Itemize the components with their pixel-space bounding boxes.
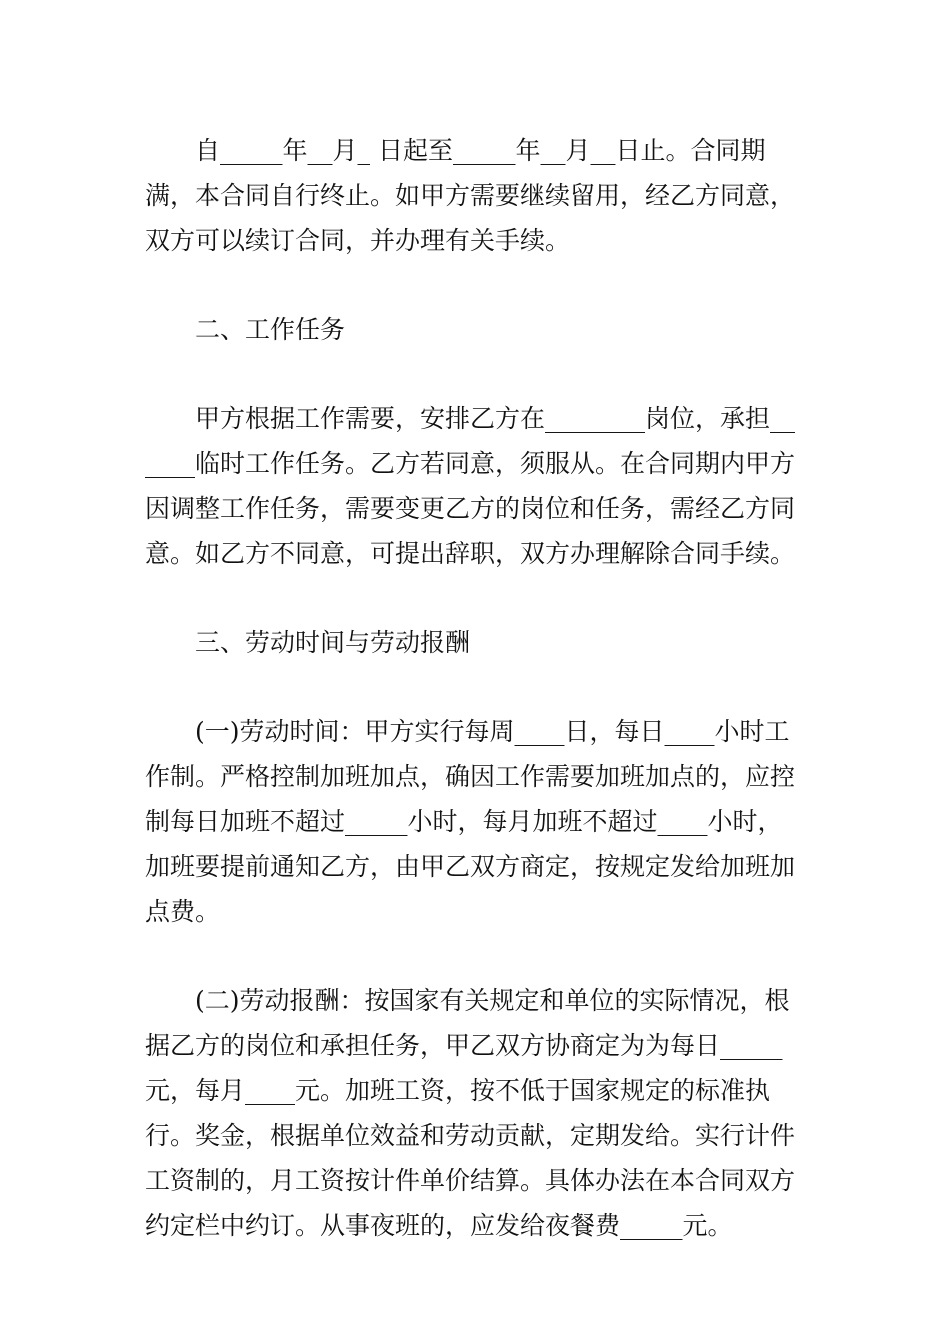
section-heading-working-hours-pay: 三、劳动时间与劳动报酬 (195, 628, 471, 657)
contract-term-paragraph: 自_____年__月_ 日起至_____年__月__日止。合同期满，本合同自行终止。如甲方需要继续留用，经乙方同意，双方可以续订合同，并办理有关手续。 (145, 136, 796, 255)
working-hours-paragraph: (一)劳动时间：甲方实行每周____日，每日____小时工作制。严格控制加班加点，确因工作需要加班加点的，应控制每日加班不超过_____小时，每月加班不超过____小时，加班要提前通知乙方，由甲乙双方商定，按规定发给加班加点费。 (145, 717, 796, 926)
document-body (145, 128, 805, 1292)
section-heading-work-tasks: 二、工作任务 (195, 315, 346, 344)
pay-paragraph: (二)劳动报酬：按国家有关规定和单位的实际情况，根据乙方的岗位和承担任务，甲乙双方协商定为为每日_____元，每月____元。加班工资，按不低于国家规定的标准执行。奖金，根据单位效益和劳动贡献，定期发给。实行计件工资制的，月工资按计件单价结算。具体办法在本合同双方约定栏中约订。从事夜班的，应发给夜餐费_____元。 (145, 986, 796, 1240)
work-tasks-paragraph: 甲方根据工作需要，安排乙方在________岗位，承担______临时工作任务。乙方若同意，须服从。在合同期内甲方因调整工作任务，需要变更乙方的岗位和任务，需经乙方同意。如乙方不同意，可提出辞职，双方办理解除合同手续。 (145, 404, 796, 568)
